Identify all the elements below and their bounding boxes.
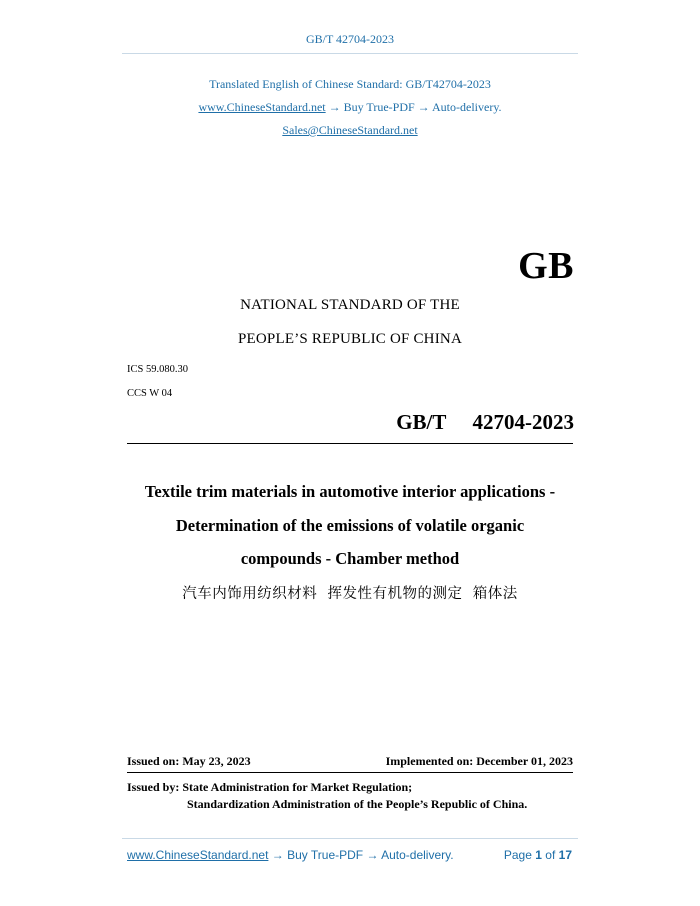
- email-link[interactable]: Sales@ChineseStandard.net: [282, 123, 418, 137]
- date-rule: [127, 772, 573, 773]
- page-indicator: [504, 848, 572, 862]
- website-link[interactable]: www.ChineseStandard.net: [198, 100, 326, 114]
- footer-website-link[interactable]: www.ChineseStandard.net: [127, 848, 269, 862]
- page-total: 17: [558, 848, 572, 862]
- header-divider: [122, 53, 578, 54]
- email-line: [0, 123, 700, 138]
- title-rule: [127, 443, 573, 444]
- footer-purchase-line: [127, 848, 454, 862]
- national-standard-line1: NATIONAL STANDARD OF THE: [240, 297, 460, 313]
- implemented-date: Implemented on: December 01, 2023: [385, 754, 573, 768]
- page-number: 1: [535, 848, 542, 862]
- purchase-line: [0, 100, 700, 115]
- ics-code: ICS 59.080.30: [127, 364, 188, 375]
- issued-by-line1: Issued by: State Administration for Market Regulation;: [127, 780, 413, 794]
- title-line-2: Determination of the emissions of volatile organic: [175, 516, 525, 535]
- issued-date: Issued on: May 23, 2023: [127, 754, 251, 768]
- footer-purchase-text: → Buy True-PDF → Auto-delivery.: [268, 848, 454, 862]
- chinese-title: 汽车内饰用纺织材料 挥发性有机物的测定 箱体法: [182, 586, 518, 602]
- purchase-text: → Buy True-PDF → Auto-delivery.: [325, 100, 502, 114]
- issued-by-line2: Standardization Administration of the People’s Republic of China.: [187, 797, 528, 811]
- running-header: GB/T 42704-2023: [305, 32, 395, 46]
- standard-code: GB/T 42704-2023: [396, 410, 574, 434]
- page-label: Page: [503, 848, 532, 862]
- footer-divider: [122, 838, 578, 839]
- ccs-code: CCS W 04: [127, 388, 173, 399]
- national-standard-line2: PEOPLE’S REPUBLIC OF CHINA: [238, 331, 462, 347]
- gb-mark: GB: [518, 245, 574, 287]
- title-line-1: Textile trim materials in automotive interior applications -: [144, 482, 556, 501]
- title-line-3: compounds - Chamber method: [240, 549, 460, 568]
- of-label: of: [545, 848, 556, 862]
- translation-notice: Translated English of Chinese Standard: GB/T42704-2023: [209, 77, 491, 91]
